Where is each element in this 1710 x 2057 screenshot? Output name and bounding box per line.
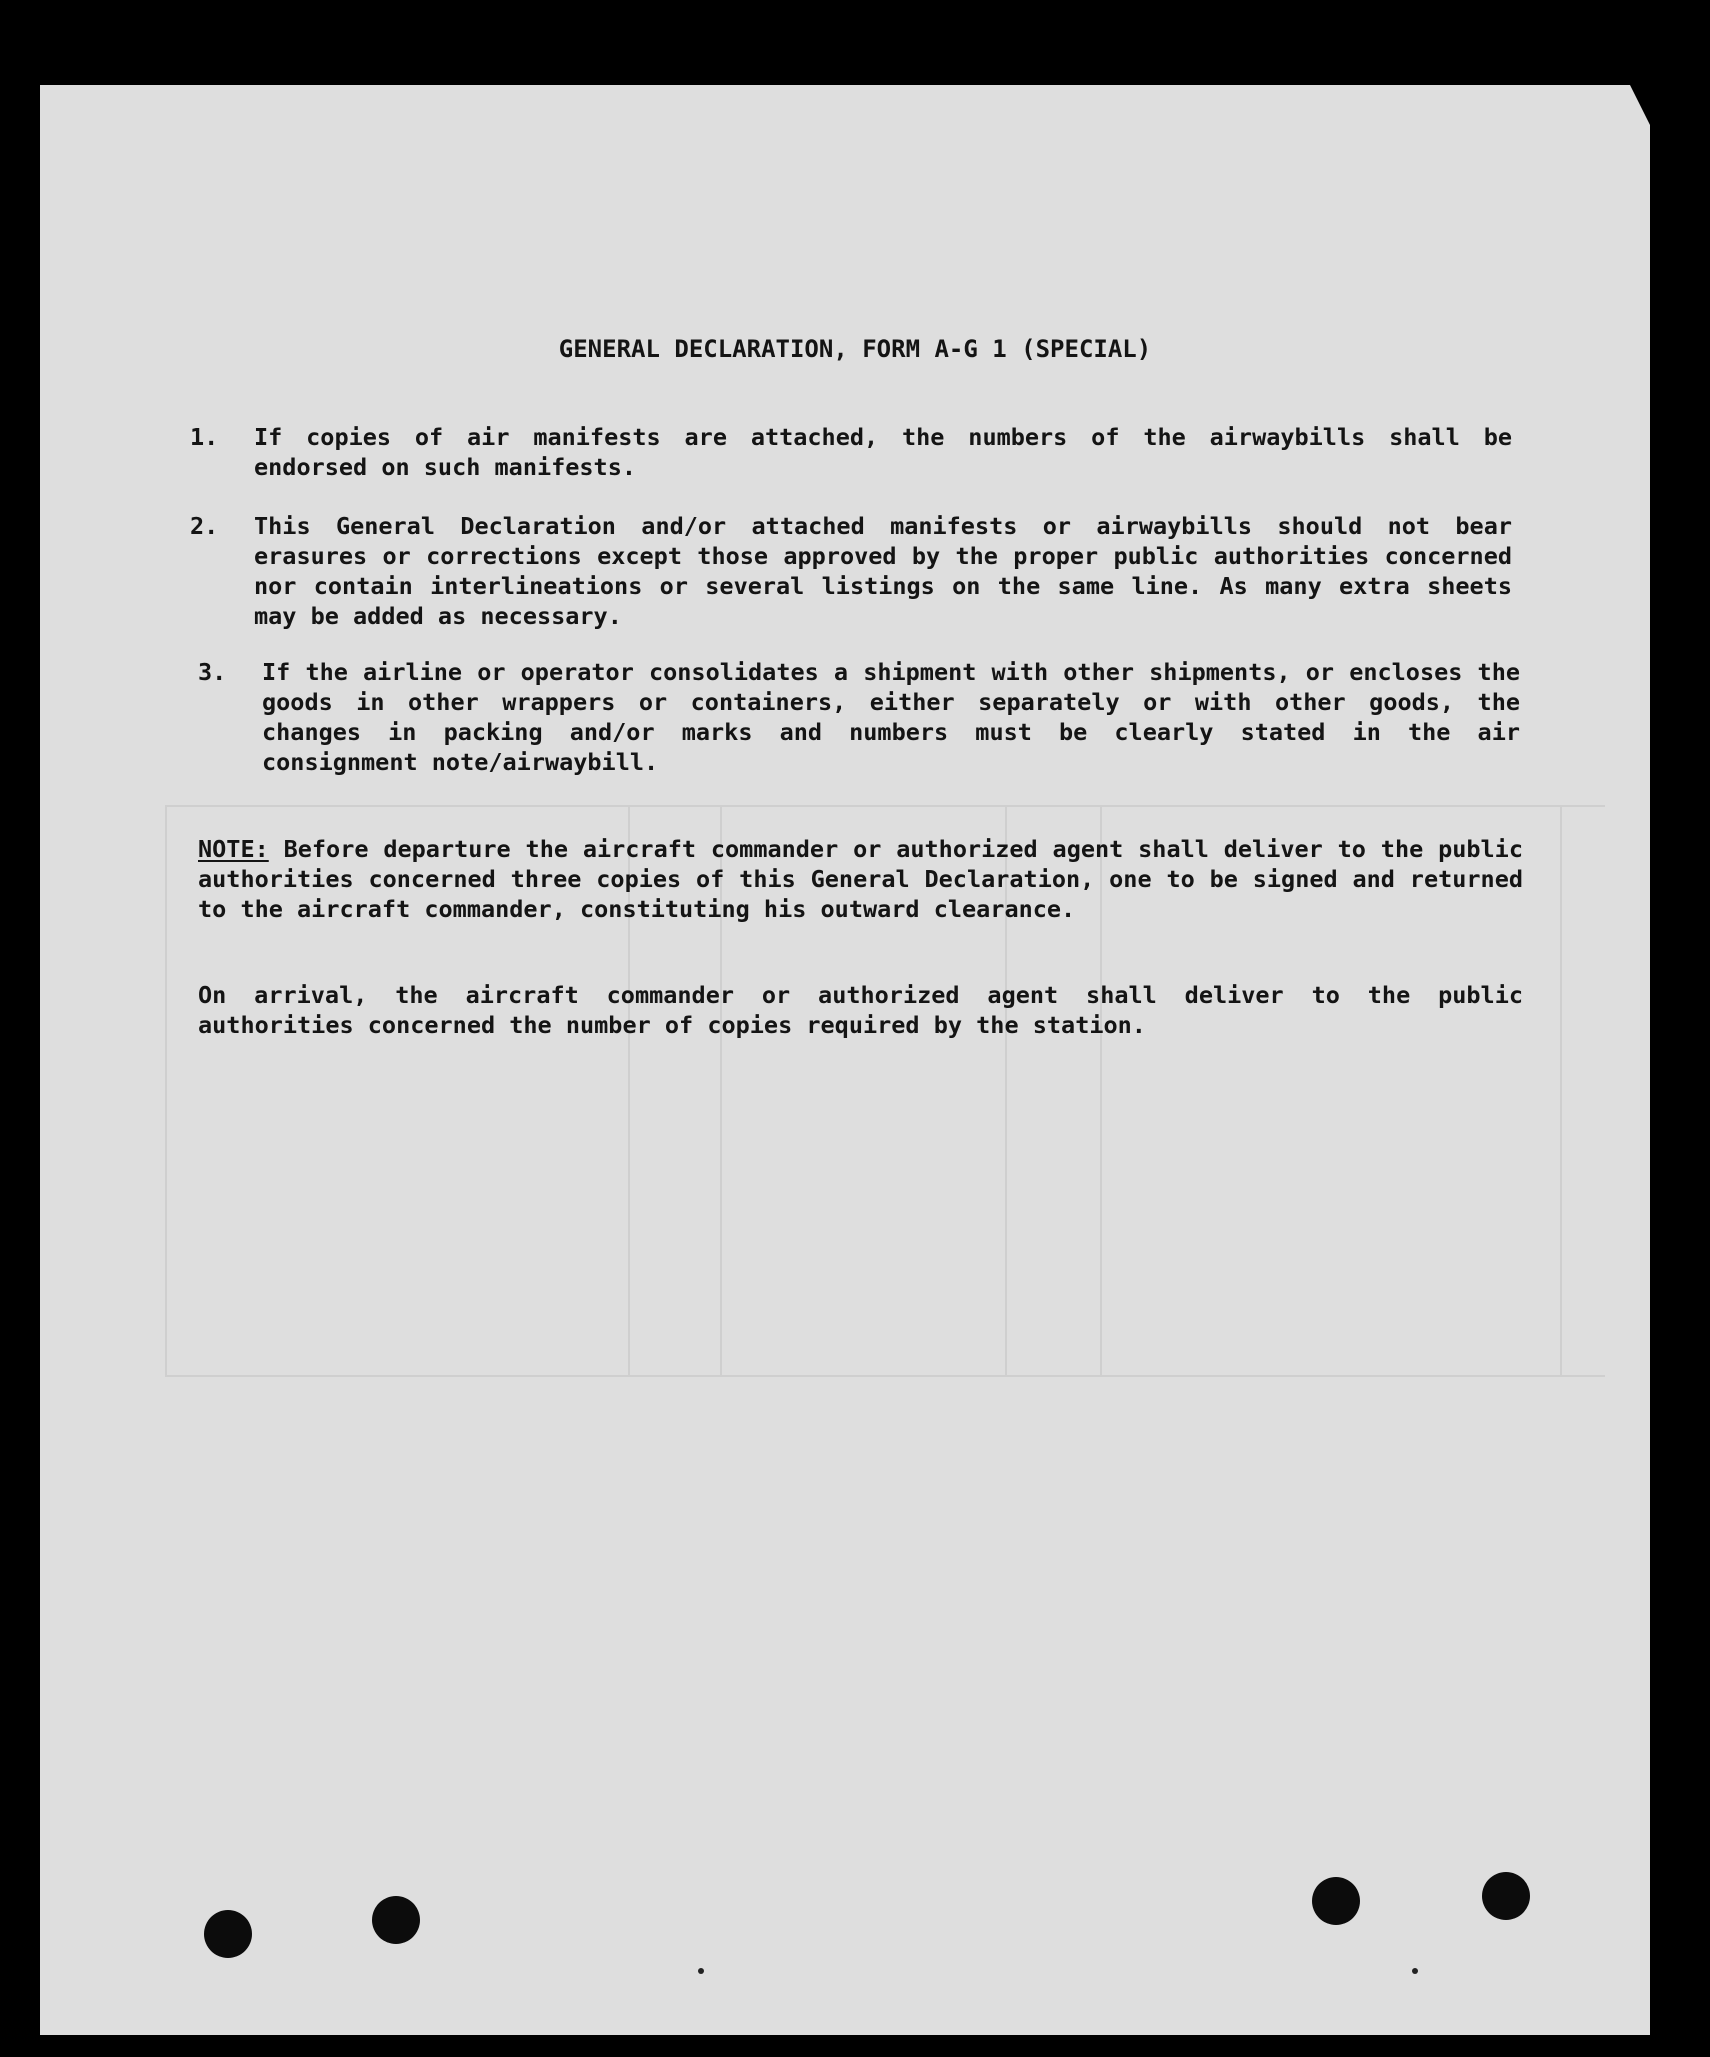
punch-hole [1482, 1872, 1530, 1920]
note-label: NOTE: [198, 835, 269, 863]
note-paragraph [198, 834, 1523, 924]
item-number: 3. [198, 658, 227, 686]
list-item [198, 657, 1520, 777]
item-number: 2. [190, 512, 219, 540]
punch-hole [1312, 1877, 1360, 1925]
list-item [190, 422, 1512, 482]
item-text: If copies of air manifests are attached, the numbers of the airwaybills shall be endorsed on such manifests. [254, 423, 1512, 481]
paper-speck [698, 1968, 704, 1974]
list-item [190, 511, 1512, 631]
item-text: This General Declaration and/or attached manifests or airwaybills should not bear erasures or corrections except those approved by the proper public authorities concerned nor contain interlineations or several listings on the same line. As many extra sheets may be added as necessary. [254, 512, 1512, 630]
punch-hole [204, 1910, 252, 1958]
item-text: If the airline or operator consolidates a shipment with other shipments, or encloses the goods in other wrappers or containers, either separately or with other goods, the changes in packing and/or marks and numbers must be clearly stated in the air consignment note/airwaybill. [262, 658, 1520, 776]
note-text: Before departure the aircraft commander or authorized agent shall deliver to the public authorities concerned three copies of this General Declaration, one to be signed and returned to the aircraft commander, constituting his outward clearance. [198, 835, 1523, 923]
item-number: 1. [190, 423, 219, 451]
paper-speck [1412, 1968, 1418, 1974]
punch-hole [372, 1896, 420, 1944]
document-title: GENERAL DECLARATION, FORM A-G 1 (SPECIAL) [558, 335, 1152, 363]
arrival-paragraph: On arrival, the aircraft commander or authorized agent shall deliver to the public authorities concerned the number of copies required by the station. [198, 981, 1523, 1039]
